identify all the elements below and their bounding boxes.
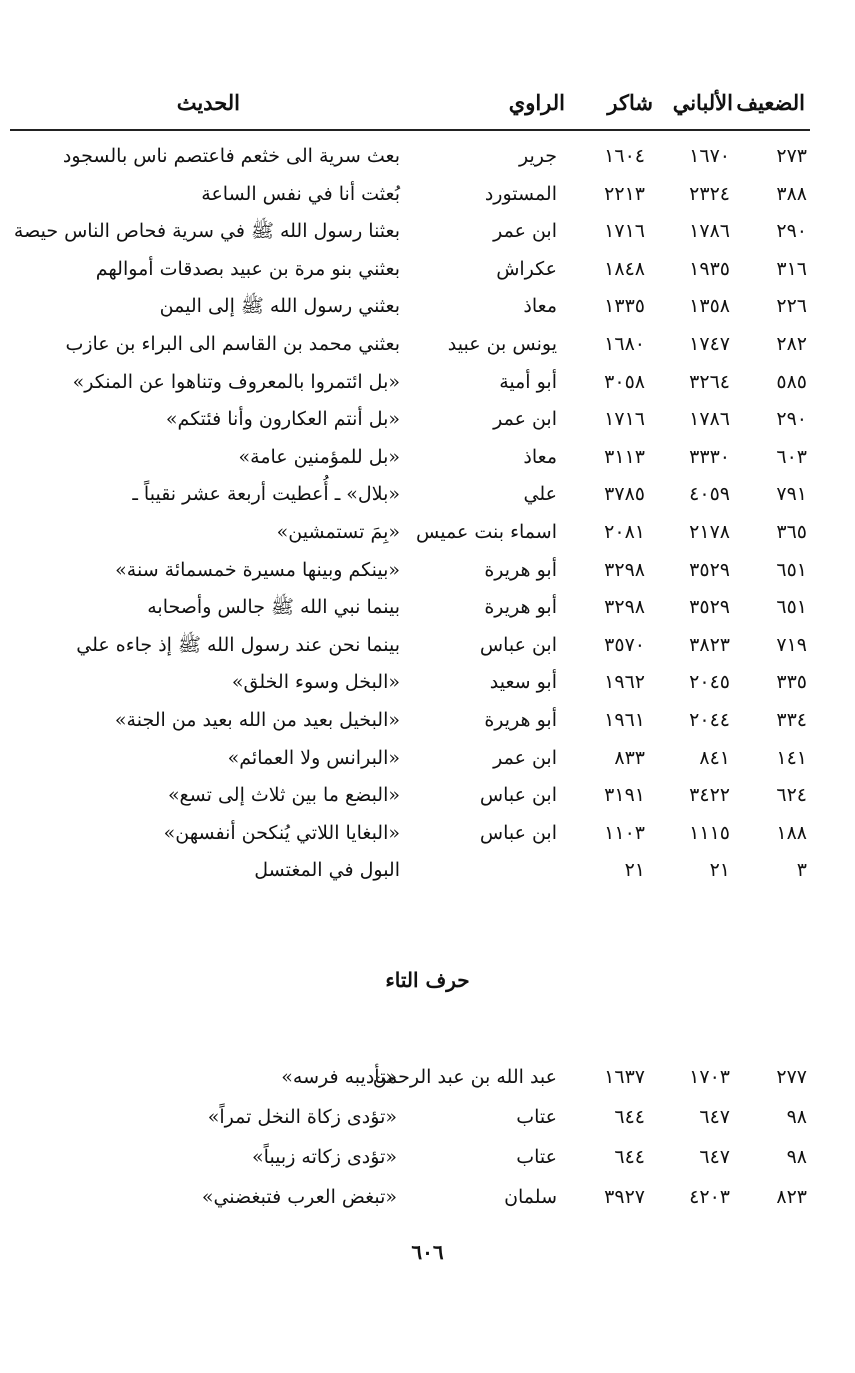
cell-albani: ١٦٧٠: [689, 145, 730, 167]
table-row: [0, 627, 855, 663]
cell-shakir: ٣٢٩٨: [604, 559, 645, 581]
cell-albani: ٣٣٣٠: [689, 446, 730, 468]
cell-daif: ١٨٨: [776, 822, 807, 844]
cell-shakir: ١١٠٣: [604, 822, 645, 844]
cell-shakir: ٣١٩١: [604, 784, 645, 806]
cell-hadith: «تؤدى زكاته زبيباً»: [252, 1146, 397, 1168]
cell-shakir: ٣٥٧٠: [604, 634, 645, 656]
cell-rawi: ابن عمر: [493, 220, 557, 242]
cell-daif: ١٤١: [776, 747, 807, 769]
cell-daif: ٣٨٨: [776, 183, 807, 205]
cell-shakir: ١٩٦٢: [604, 671, 645, 693]
cell-hadith: بُعثت أنا في نفس الساعة: [201, 183, 400, 205]
cell-daif: ٢٧٣: [776, 145, 807, 167]
table-row: [0, 326, 855, 362]
cell-rawi: معاذ: [523, 295, 557, 317]
cell-daif: ٢٨٢: [776, 333, 807, 355]
table-row: [0, 1058, 855, 1096]
cell-shakir: ١٧١٦: [604, 408, 645, 430]
cell-albani: ١٧٨٦: [689, 408, 730, 430]
cell-hadith: «بينكم وبينها مسيرة خمسمائة سنة»: [115, 559, 400, 581]
cell-albani: ٢١٧٨: [689, 521, 730, 543]
table-row: [0, 1138, 855, 1176]
cell-daif: ٢٢٦: [776, 295, 807, 317]
cell-shakir: ٦٤٤: [614, 1106, 645, 1128]
cell-daif: ٦٠٣: [776, 446, 807, 468]
cell-hadith: «البضع ما بين ثلاث إلى تسع»: [167, 784, 400, 806]
table-row: [0, 364, 855, 400]
cell-shakir: ٣١١٣: [604, 446, 645, 468]
table-row: [0, 288, 855, 324]
header-hadith: الحديث: [176, 90, 240, 115]
table-row: [0, 476, 855, 512]
table-row: [0, 439, 855, 475]
cell-hadith: بينما نبي الله ﷺ جالس وأصحابه: [147, 596, 400, 618]
cell-hadith: «البخل وسوء الخلق»: [231, 671, 400, 693]
cell-rawi: سلمان: [504, 1186, 557, 1208]
cell-albani: ٣٥٢٩: [689, 559, 730, 581]
table-row: [0, 251, 855, 287]
cell-shakir: ٣٠٥٨: [604, 371, 645, 393]
cell-rawi: أبو أمية: [499, 371, 557, 393]
cell-albani: ٢٠٤٥: [689, 671, 730, 693]
cell-shakir: ٨٣٣: [614, 747, 645, 769]
cell-daif: ٦٢٤: [776, 784, 807, 806]
cell-albani: ١٣٥٨: [689, 295, 730, 317]
cell-shakir: ٣٢٩٨: [604, 596, 645, 618]
cell-hadith: «البخيل بعيد من الله بعيد من الجنة»: [114, 709, 400, 731]
cell-daif: ٨٢٣: [776, 1186, 807, 1208]
table-row: [0, 664, 855, 700]
cell-rawi: ابن عمر: [493, 408, 557, 430]
cell-albani: ١٩٣٥: [689, 258, 730, 280]
cell-rawi: أبو سعيد: [489, 671, 557, 693]
cell-shakir: ١٣٣٥: [604, 295, 645, 317]
cell-rawi: يونس بن عبيد: [447, 333, 557, 355]
cell-daif: ٢٩٠: [776, 408, 807, 430]
table-row: [0, 1098, 855, 1136]
table-row: [0, 138, 855, 174]
cell-rawi: عبد الله بن عبد الرحمن: [372, 1066, 557, 1088]
cell-shakir: ٦٤٤: [614, 1146, 645, 1168]
cell-shakir: ٣٩٢٧: [604, 1186, 645, 1208]
table-row: [0, 740, 855, 776]
cell-rawi: عتاب: [516, 1106, 557, 1128]
cell-hadith: «بلال» ـ أُعطيت أربعة عشر نقيباً ـ: [132, 483, 400, 505]
cell-rawi: ابن عمر: [493, 747, 557, 769]
cell-hadith: بعث سرية الى خثعم فاعتصم ناس بالسجود: [62, 145, 400, 167]
cell-shakir: ٢١: [624, 859, 645, 881]
header-shakir: شاكر: [607, 90, 653, 115]
cell-rawi: ابن عباس: [479, 822, 557, 844]
cell-rawi: أبو هريرة: [484, 709, 557, 731]
cell-daif: ٦٥١: [776, 596, 807, 618]
cell-shakir: ٢٢١٣: [604, 183, 645, 205]
table-row: [0, 815, 855, 851]
cell-shakir: ٣٧٨٥: [604, 483, 645, 505]
cell-hadith: «البرانس ولا العمائم»: [227, 747, 400, 769]
cell-albani: ١٧٠٣: [689, 1066, 730, 1088]
cell-daif: ٢٩٠: [776, 220, 807, 242]
cell-hadith: «بِمَ تستمشين»: [276, 521, 400, 543]
cell-rawi: المستورد: [484, 183, 557, 205]
cell-albani: ٢١: [709, 859, 730, 881]
cell-rawi: علي: [523, 483, 557, 505]
cell-albani: ١٧٨٦: [689, 220, 730, 242]
header-rule: [10, 129, 810, 131]
cell-daif: ٦٥١: [776, 559, 807, 581]
cell-daif: ٣: [796, 859, 807, 881]
cell-albani: ٣٤٢٢: [689, 784, 730, 806]
cell-hadith: «تأديبه فرسه»: [281, 1066, 397, 1088]
cell-shakir: ١٧١٦: [604, 220, 645, 242]
cell-daif: ٣١٦: [776, 258, 807, 280]
cell-daif: ٩٨: [786, 1106, 807, 1128]
page-number: ٦٠٦: [411, 1240, 444, 1264]
cell-hadith: بعثني محمد بن القاسم الى البراء بن عازب: [65, 333, 400, 355]
cell-daif: ٢٧٧: [776, 1066, 807, 1088]
cell-rawi: معاذ: [523, 446, 557, 468]
cell-daif: ٣٣٥: [776, 671, 807, 693]
cell-albani: ٨٤١: [699, 747, 730, 769]
table-row: [0, 702, 855, 738]
cell-rawi: أبو هريرة: [484, 559, 557, 581]
cell-hadith: بعثني بنو مرة بن عبيد بصدقات أموالهم: [95, 258, 400, 280]
header-rawi: الراوي: [508, 90, 565, 115]
table-row: [0, 777, 855, 813]
cell-rawi: ابن عباس: [479, 634, 557, 656]
cell-albani: ٣٨٢٣: [689, 634, 730, 656]
table-row: [0, 589, 855, 625]
cell-hadith: بينما نحن عند رسول الله ﷺ إذ جاءه علي: [76, 634, 400, 656]
cell-hadith: «تؤدى زكاة النخل تمراً»: [207, 1106, 397, 1128]
cell-daif: ٣٦٥: [776, 521, 807, 543]
cell-hadith: «بل للمؤمنين عامة»: [238, 446, 400, 468]
cell-albani: ٢٣٢٤: [689, 183, 730, 205]
cell-rawi: ابن عباس: [479, 784, 557, 806]
cell-rawi: اسماء بنت عميس: [416, 521, 557, 543]
cell-daif: ٧١٩: [776, 634, 807, 656]
table-row: [0, 176, 855, 212]
header-albani: الألباني: [672, 90, 733, 115]
cell-shakir: ١٦٨٠: [604, 333, 645, 355]
section-title: حرف التاء: [385, 968, 470, 992]
cell-albani: ٣٥٢٩: [689, 596, 730, 618]
cell-daif: ٣٣٤: [776, 709, 807, 731]
cell-hadith: «البغايا اللاتي يُنكحن أنفسهن»: [163, 822, 400, 844]
cell-shakir: ١٦٣٧: [604, 1066, 645, 1088]
cell-albani: ٦٤٧: [699, 1146, 730, 1168]
cell-daif: ٧٩١: [776, 483, 807, 505]
cell-daif: ٥٨٥: [776, 371, 807, 393]
cell-albani: ٦٤٧: [699, 1106, 730, 1128]
cell-hadith: «تبغض العرب فتبغضني»: [201, 1186, 397, 1208]
table-row: [0, 213, 855, 249]
cell-hadith: البول في المغتسل: [254, 859, 400, 881]
table-row: [0, 852, 855, 888]
table-row: [0, 552, 855, 588]
cell-albani: ١٧٤٧: [689, 333, 730, 355]
cell-hadith: بعثنا رسول الله ﷺ في سرية فحاص الناس حيصة: [13, 220, 400, 242]
table-row: [0, 514, 855, 550]
cell-albani: ٤٠٥٩: [689, 483, 730, 505]
cell-hadith: «بل أنتم العكارون وأنا فئتكم»: [165, 408, 400, 430]
cell-rawi: عكراش: [496, 258, 557, 280]
cell-shakir: ١٦٠٤: [604, 145, 645, 167]
cell-albani: ٢٠٤٤: [689, 709, 730, 731]
cell-albani: ١١١٥: [689, 822, 730, 844]
cell-shakir: ١٩٦١: [604, 709, 645, 731]
cell-albani: ٤٢٠٣: [689, 1186, 730, 1208]
table-row: [0, 401, 855, 437]
cell-daif: ٩٨: [786, 1146, 807, 1168]
cell-shakir: ١٨٤٨: [604, 258, 645, 280]
cell-hadith: «بل ائتمروا بالمعروف وتناهوا عن المنكر»: [72, 371, 400, 393]
header-daif: الضعيف: [736, 90, 805, 115]
cell-rawi: جرير: [519, 145, 557, 167]
cell-hadith: بعثني رسول الله ﷺ إلى اليمن: [159, 295, 400, 317]
cell-shakir: ٢٠٨١: [604, 521, 645, 543]
cell-albani: ٣٢٦٤: [689, 371, 730, 393]
cell-rawi: أبو هريرة: [484, 596, 557, 618]
table-row: [0, 1178, 855, 1216]
cell-rawi: عتاب: [516, 1146, 557, 1168]
